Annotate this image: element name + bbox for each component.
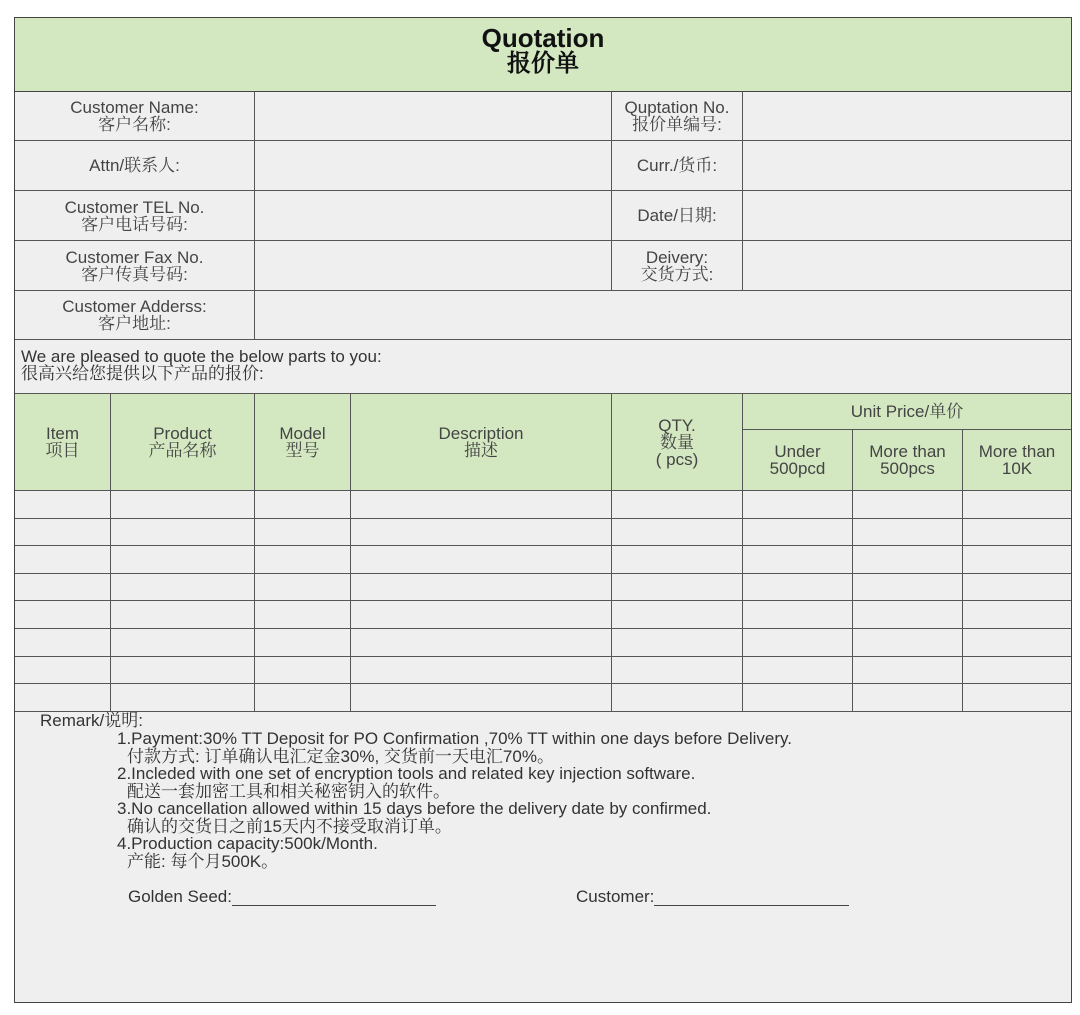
table-cell[interactable]	[351, 546, 612, 574]
table-cell[interactable]	[255, 629, 351, 657]
col-header-item: Item 项目	[15, 394, 111, 491]
table-cell[interactable]	[612, 546, 743, 574]
table-cell[interactable]	[743, 491, 853, 519]
quotation-no-label: Quptation No. 报价单编号:	[612, 91, 743, 141]
table-cell[interactable]	[15, 574, 111, 602]
table-cell[interactable]	[111, 519, 255, 547]
table-cell[interactable]	[853, 491, 963, 519]
table-cell[interactable]	[351, 601, 612, 629]
attn-field[interactable]	[255, 141, 612, 191]
title-en: Quotation	[481, 23, 605, 53]
table-cell[interactable]	[255, 601, 351, 629]
customer-signature-line[interactable]	[654, 891, 849, 906]
address-label: Customer Adderss: 客户地址:	[15, 291, 255, 340]
table-cell[interactable]	[351, 574, 612, 602]
table-cell[interactable]	[612, 519, 743, 547]
remark-3-zh: 确认的交货日之前15天内不接受取消订单。	[127, 816, 452, 836]
delivery-field[interactable]	[743, 241, 1071, 291]
table-cell[interactable]	[15, 546, 111, 574]
seller-signature-line[interactable]	[232, 891, 436, 906]
table-cell[interactable]	[743, 657, 853, 685]
title-zh: 报价单	[507, 50, 579, 77]
remarks-section	[15, 712, 1071, 1002]
remarks-list	[117, 730, 792, 870]
table-cell[interactable]	[351, 491, 612, 519]
table-cell[interactable]	[612, 684, 743, 712]
col-header-unit-price: Unit Price/单价	[743, 394, 1071, 430]
table-cell[interactable]	[351, 657, 612, 685]
delivery-label: Deivery: 交货方式:	[612, 241, 743, 291]
table-cell[interactable]	[255, 491, 351, 519]
table-cell[interactable]	[15, 657, 111, 685]
table-cell[interactable]	[612, 629, 743, 657]
remark-4-zh: 产能: 每个月500K。	[127, 851, 279, 871]
table-cell[interactable]	[853, 684, 963, 712]
table-cell[interactable]	[612, 574, 743, 602]
table-cell[interactable]	[853, 629, 963, 657]
table-cell[interactable]	[963, 519, 1071, 547]
table-cell[interactable]	[743, 684, 853, 712]
table-cell[interactable]	[15, 519, 111, 547]
table-cell[interactable]	[111, 684, 255, 712]
tel-label: Customer TEL No. 客户电话号码:	[15, 191, 255, 241]
table-cell[interactable]	[963, 546, 1071, 574]
table-cell[interactable]	[15, 629, 111, 657]
table-cell[interactable]	[255, 657, 351, 685]
intro-text: We are pleased to quote the below parts to you: 很高兴给您提供以下产品的报价:	[15, 340, 1071, 394]
table-cell[interactable]	[351, 629, 612, 657]
table-cell[interactable]	[111, 491, 255, 519]
col-header-description: Description 描述	[351, 394, 612, 491]
table-cell[interactable]	[612, 491, 743, 519]
table-cell[interactable]	[853, 574, 963, 602]
tel-field[interactable]	[255, 191, 612, 241]
col-header-qty: QTY. 数量 ( pcs)	[612, 394, 743, 491]
table-cell[interactable]	[963, 574, 1071, 602]
table-cell[interactable]	[255, 519, 351, 547]
table-cell[interactable]	[15, 491, 111, 519]
table-cell[interactable]	[15, 684, 111, 712]
attn-label: Attn/联系人:	[15, 141, 255, 191]
table-cell[interactable]	[351, 684, 612, 712]
table-cell[interactable]	[743, 629, 853, 657]
table-cell[interactable]	[853, 601, 963, 629]
fax-label: Customer Fax No. 客户传真号码:	[15, 241, 255, 291]
table-cell[interactable]	[351, 519, 612, 547]
table-cell[interactable]	[853, 546, 963, 574]
table-cell[interactable]	[963, 629, 1071, 657]
currency-field[interactable]	[743, 141, 1071, 191]
col-header-price-over-10k: More than 10K	[963, 430, 1071, 491]
table-cell[interactable]	[853, 657, 963, 685]
table-cell[interactable]	[743, 519, 853, 547]
date-field[interactable]	[743, 191, 1071, 241]
title-banner	[15, 18, 1071, 92]
remark-2-en: 2.Incleded with one set of encryption tools and related key injection software.	[117, 764, 696, 783]
table-cell[interactable]	[743, 574, 853, 602]
table-cell[interactable]	[15, 601, 111, 629]
table-cell[interactable]	[255, 684, 351, 712]
table-cell[interactable]	[963, 601, 1071, 629]
table-cell[interactable]	[111, 574, 255, 602]
address-field[interactable]	[255, 291, 1071, 340]
table-cell[interactable]	[612, 657, 743, 685]
remark-3-en: 3.No cancellation allowed within 15 days before the delivery date by confirmed.	[117, 799, 712, 818]
customer-signature: Customer:	[576, 888, 849, 906]
customer-name-field[interactable]	[255, 91, 612, 141]
remark-4-en: 4.Production capacity:500k/Month.	[117, 834, 378, 853]
remarks-title: Remark/说明:	[40, 711, 143, 730]
table-cell[interactable]	[743, 601, 853, 629]
date-label: Date/日期:	[612, 191, 743, 241]
table-cell[interactable]	[255, 574, 351, 602]
fax-field[interactable]	[255, 241, 612, 291]
seller-signature: Golden Seed:	[128, 888, 436, 906]
table-cell[interactable]	[111, 546, 255, 574]
remark-1-zh: 付款方式: 订单确认电汇定金30%, 交货前一天电汇70%。	[127, 746, 554, 766]
table-cell[interactable]	[255, 546, 351, 574]
col-header-model: Model 型号	[255, 394, 351, 491]
table-cell[interactable]	[111, 657, 255, 685]
col-header-price-over-500: More than 500pcs	[853, 430, 963, 491]
quotation-no-field[interactable]	[743, 91, 1071, 141]
remark-1-en: 1.Payment:30% TT Deposit for PO Confirmation ,70% TT within one days before Delivery.	[117, 729, 792, 748]
table-cell[interactable]	[111, 629, 255, 657]
col-header-product: Product 产品名称	[111, 394, 255, 491]
table-cell[interactable]	[963, 491, 1071, 519]
remark-2-zh: 配送一套加密工具和相关秘密钥入的软件。	[127, 781, 450, 801]
table-cell[interactable]	[612, 601, 743, 629]
table-cell[interactable]	[963, 657, 1071, 685]
table-cell[interactable]	[853, 519, 963, 547]
table-cell[interactable]	[743, 546, 853, 574]
col-header-price-under-500: Under 500pcd	[743, 430, 853, 491]
quotation-sheet	[14, 17, 1072, 1003]
currency-label: Curr./货币:	[612, 141, 743, 191]
customer-name-label: Customer Name: 客户名称:	[15, 91, 255, 141]
table-cell[interactable]	[963, 684, 1071, 712]
table-cell[interactable]	[111, 601, 255, 629]
